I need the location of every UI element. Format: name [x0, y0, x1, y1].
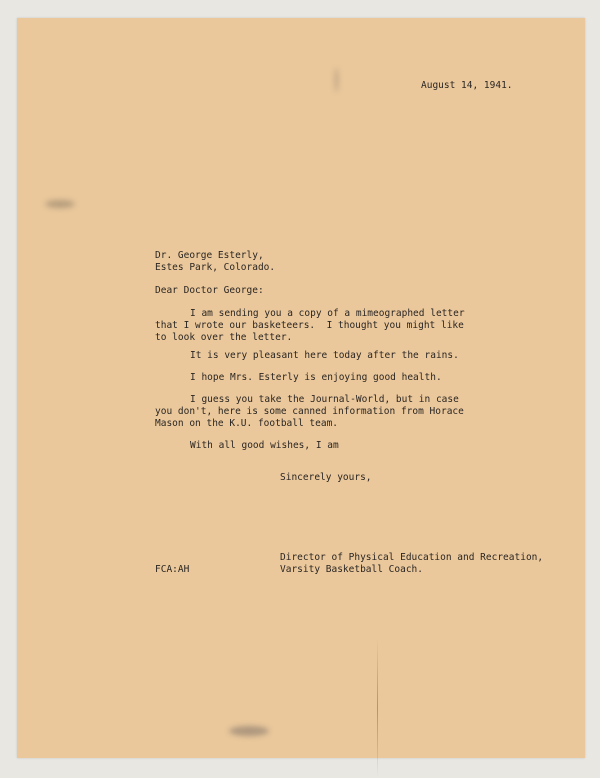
- ink-smudge: [229, 726, 269, 736]
- signature-title-line-1: Director of Physical Education and Recreation,: [280, 552, 544, 563]
- signature-title-line-2: Varsity Basketball Coach.: [280, 564, 423, 575]
- ink-smudge: [335, 68, 338, 92]
- paragraph-1-line-3: to look over the letter.: [155, 332, 293, 343]
- paper-crease: [377, 638, 378, 778]
- ink-smudge: [45, 200, 75, 208]
- letter-page: [17, 18, 585, 758]
- paragraph-1-line-1: I am sending you a copy of a mimeographed letter: [190, 308, 465, 319]
- paragraph-4-line-3: Mason on the K.U. football team.: [155, 418, 339, 429]
- closing: Sincerely yours,: [280, 472, 372, 483]
- paragraph-2: It is very pleasant here today after the rains.: [190, 350, 459, 361]
- paragraph-4-line-1: I guess you take the Journal-World, but in case: [190, 394, 459, 405]
- paragraph-1-line-2: that I wrote our basketeers. I thought you might like: [155, 320, 464, 331]
- salutation: Dear Doctor George:: [155, 285, 264, 296]
- paragraph-4-line-2: you don't, here is some canned information from Horace: [155, 406, 464, 417]
- recipient-address: Estes Park, Colorado.: [155, 262, 276, 273]
- paragraph-5: With all good wishes, I am: [190, 440, 339, 451]
- letter-date: August 14, 1941.: [421, 80, 513, 91]
- recipient-name: Dr. George Esterly,: [155, 250, 264, 261]
- typist-initials: FCA:AH: [155, 564, 190, 575]
- paragraph-3: I hope Mrs. Esterly is enjoying good health.: [190, 372, 442, 383]
